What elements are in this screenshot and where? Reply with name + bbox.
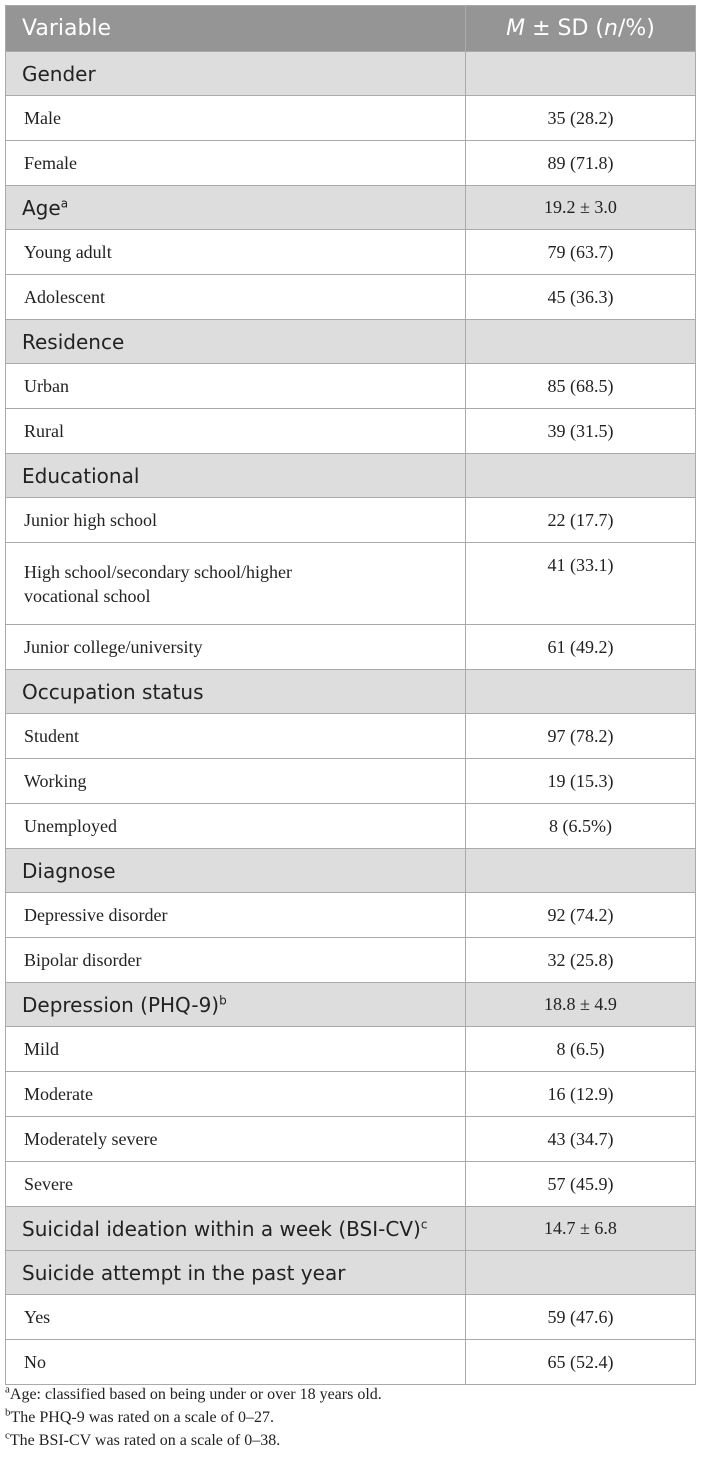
- row-label: Female: [6, 141, 466, 186]
- row-value: 19 (15.3): [466, 759, 696, 804]
- group-value: 14.7 ± 6.8: [466, 1207, 696, 1251]
- row-value: 92 (74.2): [466, 893, 696, 938]
- group-label: Residence: [6, 320, 466, 364]
- row-value: 89 (71.8): [466, 141, 696, 186]
- header-m: M: [506, 16, 526, 41]
- group-row-age: [6, 186, 696, 230]
- table-row: [6, 498, 696, 543]
- footnote-text: Age: classified based on being under or over 18 years old.: [9, 1386, 382, 1403]
- table-row: [6, 804, 696, 849]
- row-label: Unemployed: [6, 804, 466, 849]
- table-row: [6, 141, 696, 186]
- group-row-suicidal-ideation: [6, 1207, 696, 1251]
- row-value: 79 (63.7): [466, 230, 696, 275]
- group-label: [6, 186, 466, 230]
- footnote-text: The PHQ-9 was rated on a scale of 0–27.: [10, 1409, 274, 1426]
- footnote: [5, 1383, 695, 1406]
- group-value: 18.8 ± 4.9: [466, 983, 696, 1027]
- row-value: 61 (49.2): [466, 625, 696, 670]
- group-row-residence: [6, 320, 696, 364]
- row-label: Young adult: [6, 230, 466, 275]
- group-row-suicide-attempt: [6, 1251, 696, 1295]
- group-label: [6, 983, 466, 1027]
- row-label: Depressive disorder: [6, 893, 466, 938]
- group-value: [466, 52, 696, 96]
- group-label: Suicide attempt in the past year: [6, 1251, 466, 1295]
- table-row: [6, 409, 696, 454]
- group-label: Educational: [6, 454, 466, 498]
- row-label: Male: [6, 96, 466, 141]
- row-label: No: [6, 1340, 466, 1385]
- row-value: 8 (6.5): [466, 1027, 696, 1072]
- row-label: [6, 543, 466, 625]
- table-row: [6, 1340, 696, 1385]
- footnote: [5, 1406, 695, 1429]
- header-variable: Variable: [6, 6, 466, 52]
- header-pct: /%): [617, 16, 655, 41]
- table-row: [6, 275, 696, 320]
- row-value: 97 (78.2): [466, 714, 696, 759]
- table-row: [6, 893, 696, 938]
- table-row: [6, 1117, 696, 1162]
- table-row: [6, 1295, 696, 1340]
- footnote-marker: c: [420, 1216, 428, 1231]
- table-header-row: [6, 6, 696, 52]
- header-m-sd: [466, 6, 696, 52]
- row-label: Urban: [6, 364, 466, 409]
- group-label: Gender: [6, 52, 466, 96]
- table-row: [6, 1162, 696, 1207]
- row-label-line: vocational school: [24, 585, 151, 606]
- row-label: Junior high school: [6, 498, 466, 543]
- group-value: 19.2 ± 3.0: [466, 186, 696, 230]
- row-value: 16 (12.9): [466, 1072, 696, 1117]
- group-label: [6, 1207, 466, 1251]
- footnote-mark: a: [5, 1383, 10, 1396]
- group-row-educational: [6, 454, 696, 498]
- row-label: Student: [6, 714, 466, 759]
- header-pm-sd: ± SD (: [525, 16, 605, 41]
- row-label: Bipolar disorder: [6, 938, 466, 983]
- table-row: [6, 625, 696, 670]
- table-row: [6, 543, 696, 625]
- group-row-occupation: [6, 670, 696, 714]
- row-value: 35 (28.2): [466, 96, 696, 141]
- footnote-marker: a: [60, 195, 69, 210]
- group-label-text: Suicidal ideation within a week (BSI-CV): [22, 1216, 421, 1241]
- row-value: 65 (52.4): [466, 1340, 696, 1385]
- footnote-mark: b: [5, 1406, 11, 1419]
- row-label: Working: [6, 759, 466, 804]
- group-label-text: Age: [22, 195, 61, 220]
- row-label: Junior college/university: [6, 625, 466, 670]
- table-row: [6, 364, 696, 409]
- table-row: [6, 96, 696, 141]
- group-label: Diagnose: [6, 849, 466, 893]
- row-value: 39 (31.5): [466, 409, 696, 454]
- row-label: Moderate: [6, 1072, 466, 1117]
- row-label: Severe: [6, 1162, 466, 1207]
- group-value: [466, 849, 696, 893]
- group-row-diagnose: [6, 849, 696, 893]
- row-label: Adolescent: [6, 275, 466, 320]
- footnote-mark: c: [5, 1429, 10, 1442]
- row-value: 32 (25.8): [466, 938, 696, 983]
- table-row: [6, 1072, 696, 1117]
- row-value: 43 (34.7): [466, 1117, 696, 1162]
- group-value: [466, 670, 696, 714]
- footnote-text: The BSI-CV was rated on a scale of 0–38.: [9, 1432, 281, 1449]
- row-label-line: High school/secondary school/higher: [24, 561, 292, 582]
- row-value: 85 (68.5): [466, 364, 696, 409]
- row-label: Moderately severe: [6, 1117, 466, 1162]
- row-label: Rural: [6, 409, 466, 454]
- footnote-marker: b: [219, 992, 227, 1007]
- group-value: [466, 454, 696, 498]
- demographics-table: [5, 5, 696, 1385]
- table-row: [6, 759, 696, 804]
- table-row: [6, 714, 696, 759]
- group-value: [466, 320, 696, 364]
- group-label: Occupation status: [6, 670, 466, 714]
- group-value: [466, 1251, 696, 1295]
- group-label-text: Depression (PHQ-9): [22, 992, 220, 1017]
- row-label: Yes: [6, 1295, 466, 1340]
- footnote: [5, 1429, 695, 1452]
- table-row: [6, 938, 696, 983]
- row-value: 22 (17.7): [466, 498, 696, 543]
- group-row-gender: [6, 52, 696, 96]
- row-value: 8 (6.5%): [466, 804, 696, 849]
- group-row-depression: [6, 983, 696, 1027]
- row-value: 59 (47.6): [466, 1295, 696, 1340]
- row-value: 45 (36.3): [466, 275, 696, 320]
- row-label: Mild: [6, 1027, 466, 1072]
- row-value: 57 (45.9): [466, 1162, 696, 1207]
- footnotes: [5, 1383, 695, 1452]
- table-row: [6, 1027, 696, 1072]
- row-value: 41 (33.1): [466, 543, 696, 625]
- table-row: [6, 230, 696, 275]
- header-n: n: [604, 16, 618, 41]
